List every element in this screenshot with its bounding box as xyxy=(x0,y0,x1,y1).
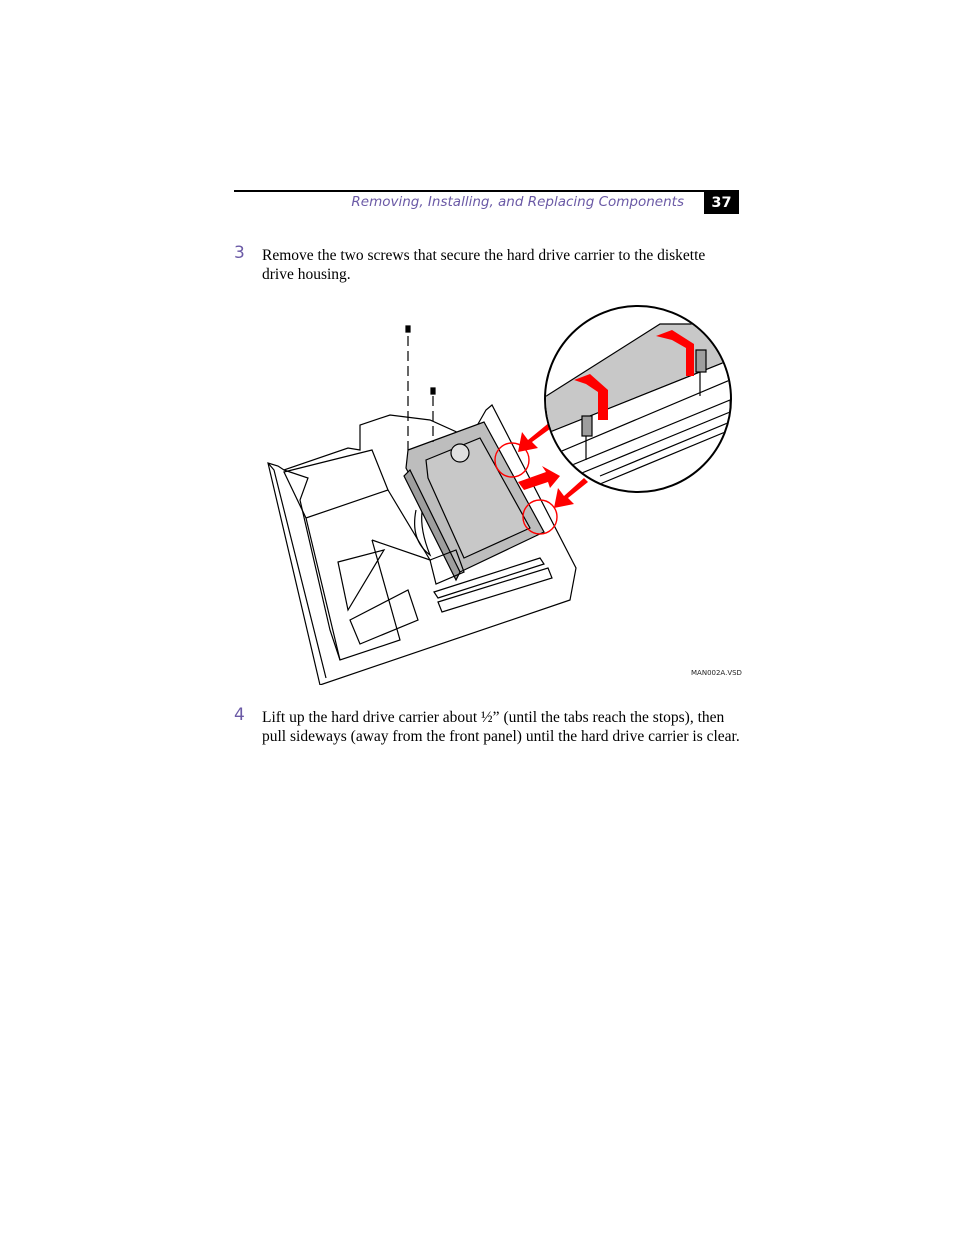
hard-drive-removal-illustration xyxy=(260,300,740,685)
step-4-number: 4 xyxy=(234,705,245,725)
step-3-text: Remove the two screws that secure the hard drive carrier to the diskette drive housing. xyxy=(262,247,706,283)
chassis-back-panel xyxy=(268,463,326,678)
screw-1-icon xyxy=(406,326,410,332)
pull-arrow-icon xyxy=(518,466,560,490)
stop-tab-1 xyxy=(582,416,592,436)
step-4-text: Lift up the hard drive carrier about ½” (until the tabs reach the stops), then pull sideways (away from the front panel) until the hard drive carrier is clear. xyxy=(262,709,740,745)
stop-tab-2 xyxy=(696,350,706,372)
screw-2-icon xyxy=(431,388,435,394)
pointer-arrow-2-icon xyxy=(554,478,588,508)
step-3-number: 3 xyxy=(234,243,245,263)
drive-platter xyxy=(451,444,469,462)
drive-bay xyxy=(284,450,388,518)
figure-caption: MAN002A.VSD xyxy=(691,669,742,677)
page-number: 37 xyxy=(704,192,739,214)
running-title: Removing, Installing, and Replacing Components xyxy=(351,194,684,210)
magnified-inset xyxy=(540,306,731,492)
header-rule xyxy=(234,190,739,192)
